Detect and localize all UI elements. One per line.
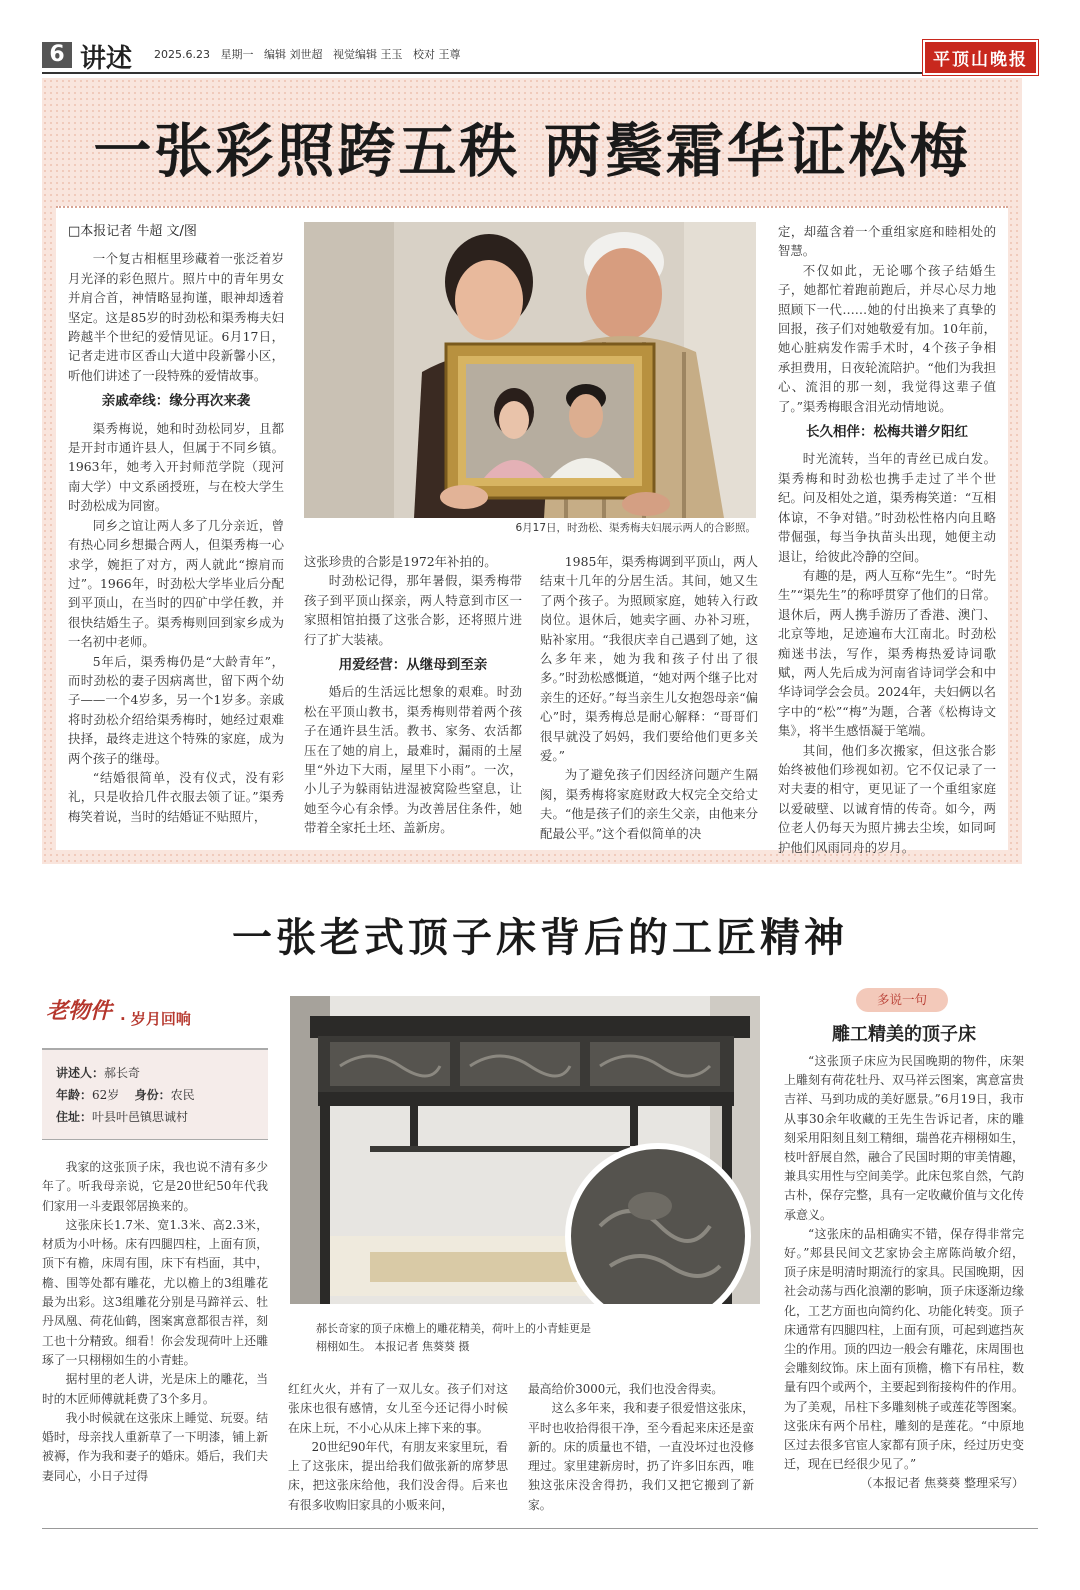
- story2-paragraph: 红红火火，并有了一双儿女。孩子们对这张床也很有感情，女儿至今还记得小时候在床上玩，不小心从床上摔下来的事。: [288, 1382, 508, 1435]
- sidebar-paragraph: “这张床的品相确实不错，保存得非常完好。”郏县民间文艺家协会主席陈尚敏介绍，顶子床是明清时期流行的家具。民国晚期，因社会动荡与西化浪潮的影响，顶子床逐渐边缘化，工艺方面也向简约化、功能化转变。顶子床通常有四腿四柱，上面有顶，可起到遮挡灰尘的作用。顶的四边一般会有雕花，床周围也会雕刻纹饰。床上面有顶檐，檐下有吊柱，数量有四个或两个，主要起到衔接构件的作用。为了美观，吊柱下多雕刻桃子或莲花等图案。这张床有两个吊柱，雕刻的是莲花。“中原地区过去很多官宦人家都有顶子床，经过历史变迁，现在已经很少见了。”: [784, 1226, 1025, 1472]
- narrator-row: 讲述人：郝长奇: [56, 1066, 141, 1080]
- page-number: 6: [42, 42, 72, 68]
- story1-subhead-1: 亲戚牵线：缘分再次来袭: [101, 393, 251, 410]
- story1-paragraph: 定，却蕴含着一个重组家庭和睦相处的智慧。: [778, 224, 996, 259]
- story1-paragraph: 这张珍贵的合影是1972年补拍的。: [304, 554, 497, 569]
- bottom-rule: [42, 1528, 1038, 1529]
- story1-paragraph: 其间，他们多次搬家，但这张合影始终被他们珍视如初。它不仅记录了一对夫妻的相守，更见证了一个重组家庭以爱破壁、以诚育情的传奇。如今，两位老人仍每天为照片拂去尘埃，如同呵护他们风雨同舟的岁月。: [778, 742, 996, 855]
- story1-paragraph: 婚后的生活远比想象的艰难。时劲松在平顶山教书，渠秀梅则带着两个孩子在通许县生活。教书、家务、农活都压在了她的肩上，最难时，漏雨的土屋里“外边下大雨，屋里下小雨”。一次，小儿子为躲雨钻进湿被窝险些窒息，让她至今心有余悸。为改善居住条件，她带着全家托土坯、盖新房。: [304, 684, 522, 836]
- story2-paragraph: 据村里的老人讲，光是床上的雕花，当时的木匠师傅就耗费了3个多月。: [42, 1372, 268, 1406]
- story1-paragraph: 渠秀梅说，她和时劲松同岁，且都是开封市通许县人，但属于不同乡镇。1963年，她考入开封师范学院（现河南大学）中文系函授班，与在校大学生时劲松成为同窗。: [68, 420, 284, 514]
- story1-column-4: [778, 222, 996, 857]
- story2-paragraph: 这么多年来，我和妻子很爱惜这张床，平时也收拾得很干净，至今看起来床还是蛮新的。床的质量也不错，一直没坏过也没修理过。家里建新房时，扔了许多旧东西，唯独这张床没舍得扔，我们又把它搬到了新家。: [528, 1401, 754, 1512]
- section-name: 讲述: [80, 44, 133, 74]
- age-identity-row: 年龄：62岁 身份：农民: [56, 1088, 195, 1102]
- canopy-bed-photo: [290, 996, 760, 1304]
- sidebar-heading: 雕工精美的顶子床: [832, 1024, 976, 1045]
- story1-paragraph: 5年后，渠秀梅仍是“大龄青年”，而时劲松的妻子因病离世，留下两个幼子——一个4岁多，另一个1岁多。亲戚将时劲松介绍给渠秀梅时，她经过艰难抉择，最终走进这个特殊的家庭，成为两个孩子的继母。: [68, 653, 284, 766]
- column-brand-tag: · 岁月回响: [120, 1010, 191, 1028]
- column-brand-name: 老物件: [46, 998, 113, 1024]
- couple-photo: [304, 222, 756, 518]
- editor-credit: 编辑 刘世超: [263, 48, 323, 61]
- narrator-name: 郝长奇: [104, 1066, 141, 1080]
- newspaper-logo: 平顶山晚报: [923, 40, 1038, 75]
- story1-paragraph: “结婚很简单，没有仪式，没有彩礼，只是收拾几件衣服去领了证。”渠秀梅笑着说，当时的结婚证不贴照片，: [68, 769, 284, 824]
- sidebar-tag: 多说一句: [856, 988, 948, 1012]
- narrator-info-box: [42, 1048, 268, 1140]
- visual-editor-credit: 视觉编辑 王玉: [332, 48, 403, 61]
- address-row: 住址：叶县叶邑镇思诚村: [56, 1110, 189, 1124]
- story1-paragraph: 时光流转，当年的青丝已成白发。渠秀梅和时劲松也携手走过了半个世纪。问及相处之道，渠秀梅笑道：“互相体谅，不争对错。”时劲松性格内向且略带倔强，每当争执苗头出现，她便主动退让，给彼此冷静的空间。: [778, 451, 996, 564]
- story1-intro: 一个复古相框里珍藏着一张泛着岁月光泽的彩色照片。照片中的青年男女并肩合首，神情略显拘谨，眼神却透着坚定。这是85岁的时劲松和渠秀梅夫妇跨越半个世纪的爱情见证。6月17日，记者走进市区香山大道中段新馨小区，听他们讲述了一段特殊的爱情故事。: [68, 251, 284, 383]
- story1-paragraph: 1985年，渠秀梅调到平顶山，两人结束十几年的分居生活。其间，她又生了两个孩子。为照顾家庭，她转入行政岗位。退休后，她卖字画、办补习班，贴补家用。“我很庆幸自己遇到了她，这么多年来，她为我和孩子付出了很多。”时劲松感慨道，“她对两个继子比对亲生的还好。”每当亲生儿女抱怨母亲“偏心”时，渠秀梅总是耐心解释：“哥哥们很早就没了妈妈，我们要给他们更多关爱。”: [540, 554, 758, 764]
- story2-paragraph: 我家的这张顶子床，我也说不清有多少年了。听我母亲说，它是20世纪50年代我们家用一斗麦跟邻居换来的。: [42, 1160, 268, 1213]
- column-brand: [42, 994, 268, 1042]
- issue-date: 2025.6.23: [154, 48, 210, 61]
- story1-paragraph: 有趣的是，两人互称“先生”。“时先生”“渠先生”的称呼贯穿了他们的日常。退休后，两人携手游历了香港、澳门、北京等地，足迹遍布大江南北。时劲松痴迷书法，写作，渠秀梅热爱诗词歌赋，两人先后成为河南省诗词学会和中华诗词学会会员。2024年，夫妇俩以名字中的“松”“梅”为题，合著《松梅诗文集》，将半生感悟凝于笔端。: [778, 567, 996, 739]
- proofreader-credit: 校对 王尊: [412, 48, 461, 61]
- story1-subhead-3: 长久相伴：松梅共谱夕阳红: [806, 424, 968, 441]
- story1-photo-caption: 6月17日，时劲松、渠秀梅夫妇展示两人的合影照。: [515, 522, 756, 534]
- narrator-age: 62岁: [92, 1088, 120, 1102]
- masthead: [42, 38, 1038, 74]
- story1-paragraph: 为了避免孩子们因经济问题产生隔阂，渠秀梅将家庭财政大权完全交给丈夫。“他是孩子们的亲生父亲，由他来分配最公平。”这个看似简单的决: [540, 767, 758, 841]
- story1-column-2: [304, 552, 522, 838]
- couple-photo-illustration: [304, 222, 756, 518]
- story2-paragraph: 最高给价3000元，我们也没舍得卖。: [528, 1382, 724, 1396]
- story1-headline: 一张彩照跨五秩 两鬓霜华证松梅: [93, 117, 971, 185]
- narrator-identity: 农民: [170, 1088, 195, 1102]
- sidebar-signature: （本报记者 焦葵葵 整理采写）: [860, 1476, 1024, 1491]
- story1-paragraph: 同乡之谊让两人多了几分亲近，曾有热心同乡想撮合两人，但渠秀梅一心求学，婉拒了对方，两人就此“擦肩而过”。1966年，时劲松大学毕业后分配到平顶山，在当时的四矿中学任教，并很快结婚生子。渠秀梅则回到家乡成为一名初中老师。: [68, 517, 284, 650]
- canopy-bed-illustration: [290, 996, 760, 1304]
- story2-paragraph: 我小时候就在这张床上睡觉、玩耍。结婚时，母亲找人重新草了一下明漆，铺上新被褥，作为我和妻子的婚床。婚后，我们夫妻同心，小日子过得: [42, 1410, 268, 1483]
- masthead-info: [154, 46, 467, 62]
- story2-column-1: [42, 1158, 268, 1486]
- story1-column-1: [68, 222, 284, 826]
- story2-photo-caption: 郝长奇家的顶子床檐上的雕花精美，荷叶上的小青蛙更是栩栩如生。 本报记者 焦葵葵 摄: [316, 1322, 591, 1353]
- story2-paragraph: 20世纪90年代，有朋友来家里玩，看上了这张床，提出给我们做张新的席梦思床，把这张床给他，我们没舍得。后来也有很多收购旧家具的小贩来问，: [288, 1439, 508, 1512]
- story1-byline: □本报记者 牛超 文/图: [68, 224, 197, 239]
- story1-column-3: [540, 552, 758, 843]
- story2-column-2: [288, 1380, 508, 1515]
- story2-headline: 一张老式顶子床背后的工匠精神: [232, 914, 848, 961]
- story2-column-3: [528, 1380, 754, 1515]
- sidebar-paragraph: “这张顶子床应为民国晚期的物件，床架上雕刻有荷花牡丹、双马祥云图案，寓意富贵吉祥、马到功成的美好愿景。”6月19日，我市从事30余年收藏的王先生告诉记者，床的雕刻采用阳刻且刻工精细，瑞兽花卉栩栩如生，枝叶舒展自然，融合了民国时期的审美情趣，兼具实用性与空间美学。此床包浆自然，气韵古朴，保存完整，具有一定收藏价值与文化传承意义。: [784, 1054, 1025, 1222]
- issue-weekday: 星期一: [220, 48, 254, 61]
- story2-paragraph: 这张床长1.7米、宽1.3米、高2.3米，材质为小叶杨。床有四腿四柱，上面有顶，顶下有檐，床周有围，床下有档面，其中，檐、围等处都有雕花，尤以檐上的3组雕花最为出彩。这3组雕花分别是马蹄祥云、牡丹凤凰、荷花仙鹤，图案寓意都很吉祥，刻工也十分精致。细看！你会发现荷叶上还雕琢了一只栩栩如生的小青蛙。: [42, 1217, 268, 1367]
- sidebar-column: [784, 1052, 1024, 1494]
- narrator-address: 叶县叶邑镇思诚村: [92, 1110, 189, 1124]
- story1-paragraph: 不仅如此，无论哪个孩子结婚生子，她都忙着跑前跑后，并尽心尽力地照顾下一代……她的付出换来了真挚的回报，孩子们对她敬爱有加。10年前，她心脏病发作需手术时，4个孩子争相承担费用，日夜轮流陪护。“他们为我担心、流泪的那一刻，我觉得这辈子值了。”渠秀梅眼含泪光动情地说。: [778, 262, 996, 414]
- story1-subhead-2: 用爱经营：从继母到至亲: [338, 657, 488, 674]
- story1-paragraph: 时劲松记得，那年暑假，渠秀梅带孩子到平顶山探亲，两人特意到市区一家照相馆拍摄了这张合影，还将照片进行了扩大装裱。: [304, 573, 522, 647]
